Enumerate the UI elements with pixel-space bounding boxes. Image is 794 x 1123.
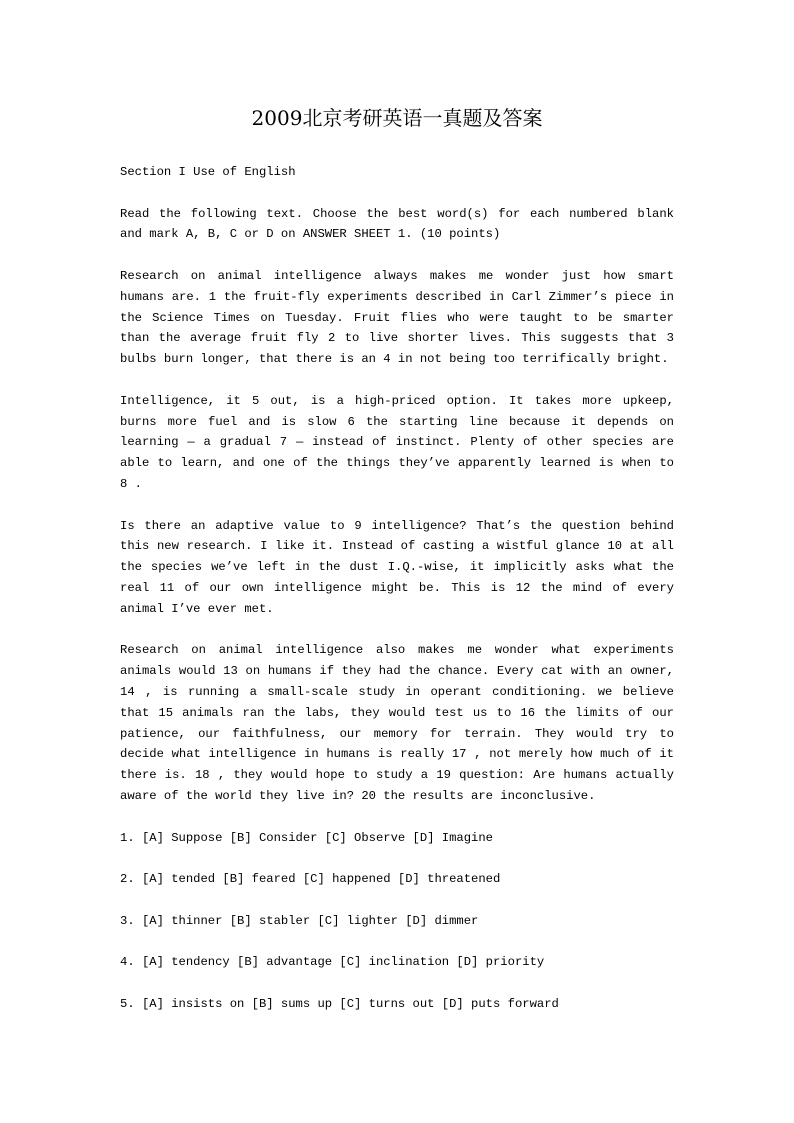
question-option-5: 5. [A] insists on [B] sums up [C] turns out [D] puts forward xyxy=(120,996,559,1011)
passage-paragraph-1: Research on animal intelligence always makes me wonder just how smart humans are. 1 the fruit-fly experiments described in Carl Zimmer’s piece in the Science Times on Tuesday. Fruit flies who were taught to be smarter than the average fruit fly 2 to live shorter lives. This suggests that 3 bulbs burn longer, that there is an 4 in not being too terrifically bright. xyxy=(120,268,674,367)
passage-paragraph-3: Is there an adaptive value to 9 intelligence? That’s the question behind this new research. I like it. Instead of casting a wistful glance 10 at all the species we’ve left in the dust I.Q.-wise, it implicitly asks what the real 11 of our own intelligence might be. This is 12 the mind of every animal I’ve ever met. xyxy=(120,518,674,616)
document-body xyxy=(120,162,674,1035)
instructions-paragraph: Read the following text. Choose the best word(s) for each numbered blank and mark A, B, C or D on ANSWER SHEET 1. (10 points) xyxy=(120,206,674,242)
document-title: 2009北京考研英语一真题及答案 xyxy=(251,106,543,130)
question-option-3: 3. [A] thinner [B] stabler [C] lighter [D] dimmer xyxy=(120,913,479,928)
question-option-1: 1. [A] Suppose [B] Consider [C] Observe [D] Imagine xyxy=(120,830,493,845)
question-option-2: 2. [A] tended [B] feared [C] happened [D] threatened xyxy=(120,872,501,887)
section-heading: Section I Use of English xyxy=(120,165,296,179)
passage-paragraph-2: Intelligence, it 5 out, is a high-priced option. It takes more upkeep, burns more fuel and is slow 6 the starting line because it depends on learning — a gradual 7 — instead of instinct. Plenty of other species are able to learn, and one of the things they’ve apparently learned is when to 8 . xyxy=(120,393,674,491)
question-option-4: 4. [A] tendency [B] advantage [C] inclination [D] priority xyxy=(120,955,545,970)
passage-paragraph-4: Research on animal intelligence also makes me wonder what experiments animals would 13 on humans if they had the chance. Every cat with an owner, 14 , is running a small-scale study in operant conditioning. we believe that 15 animals ran the labs, they would test us to 16 the limits of our patience, our faithfulness, our memory for terrain. They would try to decide what intelligence in humans is really 17 , not merely how much of it there is. 18 , they would hope to study a 19 question: Are humans actually aware of the world they live in? 20 the results are inconclusive. xyxy=(120,643,674,803)
